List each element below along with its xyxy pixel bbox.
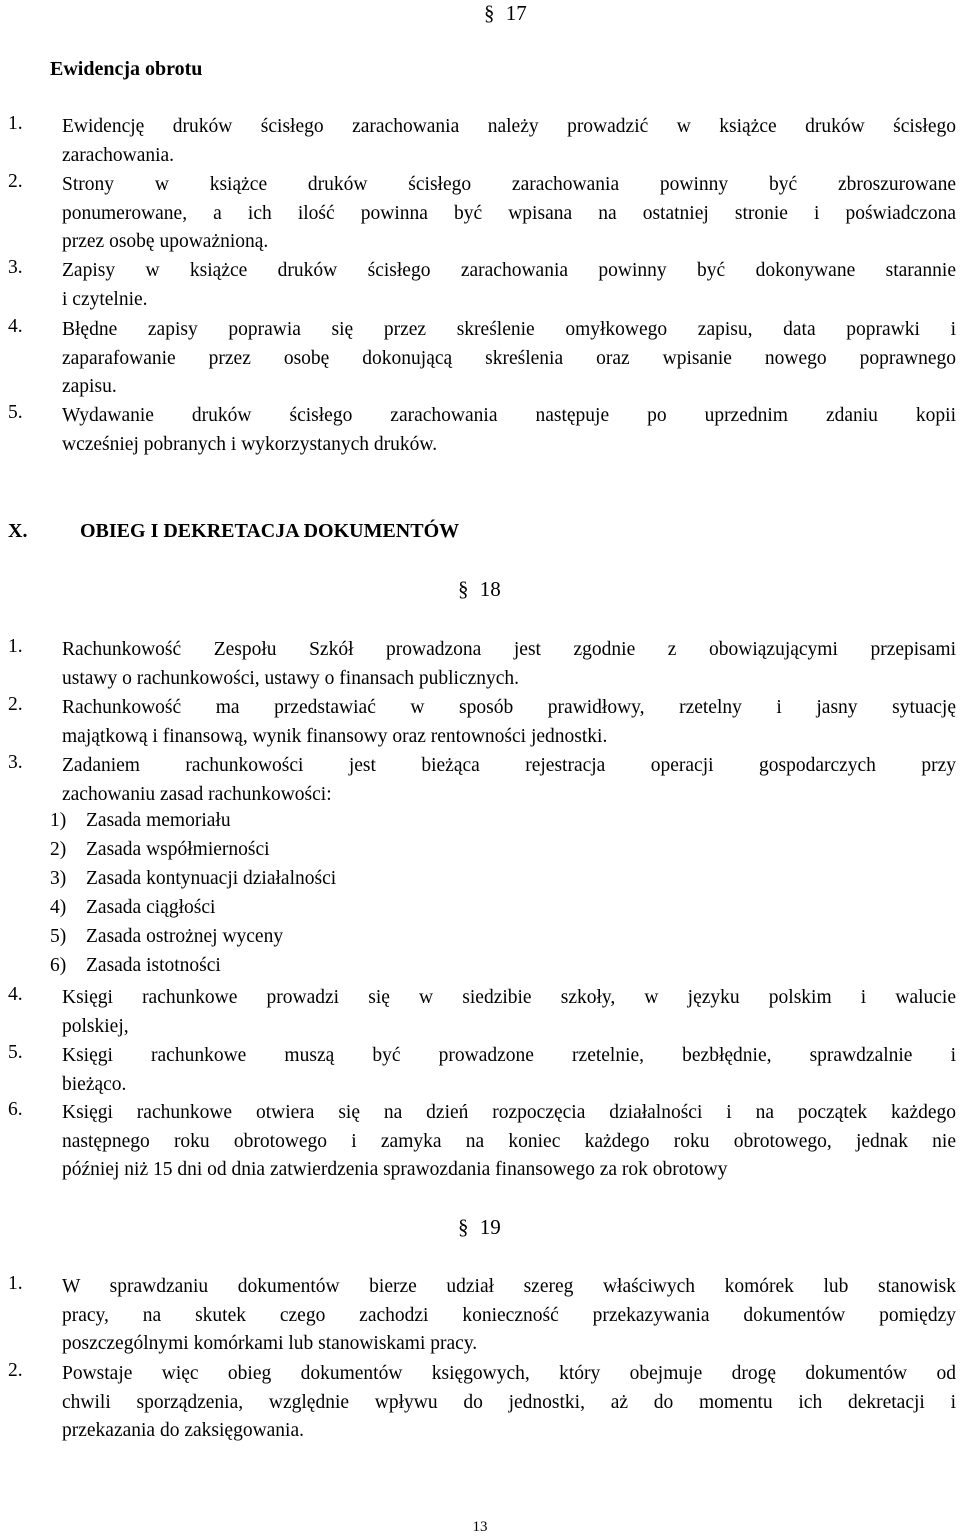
sub-item-text: Zasada istotności: [86, 955, 221, 976]
item-number: 1.: [8, 636, 23, 657]
item-number: 1.: [8, 113, 23, 134]
item-text: [62, 636, 956, 693]
item-number: 2.: [8, 694, 23, 715]
sub-item-number: 1): [50, 810, 67, 831]
section-18-mark: [458, 577, 501, 602]
item-text: [62, 257, 956, 314]
item-line: majątkową i finansową, wynik finansowy oraz rentowności jednostki.: [62, 725, 608, 747]
item-text: [62, 1273, 956, 1359]
item-number: 3.: [8, 752, 23, 773]
item-text: [62, 171, 956, 257]
section-17-mark: [484, 1, 527, 26]
page-number: 13: [472, 1519, 488, 1535]
section-19-mark: [458, 1215, 501, 1240]
item-text: [62, 113, 956, 170]
item-number: 5.: [8, 1042, 23, 1063]
item-number: 4.: [8, 316, 23, 337]
item-line: Rachunkowość Zespołu Szkół prowadzona jest zgodnie z obowiązującymi przepisami: [62, 639, 956, 660]
item-text: [62, 1099, 956, 1185]
item-line: Rachunkowość ma przedstawiać w sposób prawidłowy, rzetelny i jasny sytuację: [62, 697, 956, 718]
item-line: Księgi rachunkowe prowadzi się w siedzibie szkoły, w języku polskim i walucie: [62, 987, 956, 1008]
section-symbol: §: [484, 1, 495, 25]
item-line: zarachowania.: [62, 144, 175, 166]
sub-item-text: Zasada memoriału: [86, 810, 231, 831]
section-number: 17: [505, 1, 527, 25]
item-number: 3.: [8, 257, 23, 278]
item-line: zaparafowanie przez osobę dokonującą skreślenia oraz wpisanie nowego poprawnego: [62, 347, 956, 369]
item-number: 5.: [8, 402, 23, 423]
item-line: W sprawdzaniu dokumentów bierze udział szereg właściwych komórek lub stanowisk: [62, 1276, 956, 1297]
item-line: Strony w książce druków ścisłego zarachowania powinny być zbroszurowane: [62, 174, 956, 195]
sub-item-number: 6): [50, 955, 67, 976]
item-text: [62, 1042, 956, 1099]
chapter-title: OBIEG I DEKRETACJA DOKUMENTÓW: [80, 520, 460, 542]
item-line: później niż 15 dni od dnia zatwierdzenia sprawozdania finansowego za rok obrotowy: [62, 1159, 728, 1180]
sub-item-number: 3): [50, 868, 67, 889]
item-text: [62, 752, 956, 809]
sub-item-number: 4): [50, 897, 67, 918]
item-text: [62, 984, 956, 1041]
item-text: [62, 402, 956, 459]
item-number: 6.: [8, 1099, 23, 1120]
item-number: 2.: [8, 1360, 23, 1381]
item-line: polskiej,: [62, 1015, 129, 1037]
item-line: Ewidencję druków ścisłego zarachowania należy prowadzić w książce druków ścisłego: [62, 116, 956, 137]
item-line: wcześniej pobranych i wykorzystanych druków.: [62, 433, 438, 455]
section-number: 19: [479, 1215, 501, 1239]
section-symbol: §: [458, 1215, 469, 1239]
item-line: Błędne zapisy poprawia się przez skreślenie omyłkowego zapisu, data poprawki i: [62, 319, 956, 340]
item-line: Powstaje więc obieg dokumentów księgowych, który obejmuje drogę dokumentów od: [62, 1363, 956, 1384]
item-line: ponumerowane, a ich ilość powinna być wpisana na ostatniej stronie i poświadczona: [62, 202, 956, 224]
item-line: Zadaniem rachunkowości jest bieżąca rejestracja operacji gospodarczych przy: [62, 755, 956, 776]
item-line: przez osobę upoważnioną.: [62, 231, 269, 252]
item-number: 4.: [8, 984, 23, 1005]
sub-item-text: Zasada kontynuacji działalności: [86, 868, 337, 889]
item-line: Wydawanie druków ścisłego zarachowania następuje po uprzednim zdaniu kopii: [62, 405, 956, 426]
section-symbol: §: [458, 577, 469, 601]
item-line: następnego roku obrotowego i zamyka na koniec każdego roku obrotowego, jednak nie: [62, 1130, 956, 1152]
sub-item-text: Zasada ciągłości: [86, 897, 216, 918]
sub-item-text: Zasada ostrożnej wyceny: [86, 926, 284, 947]
item-number: 2.: [8, 171, 23, 192]
item-line: zachowaniu zasad rachunkowości:: [62, 783, 332, 805]
item-line: i czytelnie.: [62, 288, 148, 310]
item-line: Księgi rachunkowe muszą być prowadzone rzetelnie, bezbłędnie, sprawdzalnie i: [62, 1045, 956, 1066]
item-number: 1.: [8, 1273, 23, 1294]
item-line: poszczególnymi komórkami lub stanowiskami pracy.: [62, 1333, 478, 1354]
item-line: bieżąco.: [62, 1073, 127, 1095]
section-number: 18: [479, 577, 501, 601]
item-line: przekazania do zaksięgowania.: [62, 1420, 304, 1441]
sub-item-text: Zasada współmierności: [86, 839, 270, 860]
item-line: chwili sporządzenia, względnie wpływu do jednostki, aż do momentu ich dekretacji i: [62, 1391, 956, 1413]
sub-item-number: 2): [50, 839, 67, 860]
item-text: [62, 694, 956, 751]
item-line: Zapisy w książce druków ścisłego zarachowania powinny być dokonywane starannie: [62, 260, 956, 281]
item-text: [62, 316, 956, 402]
item-text: [62, 1360, 956, 1446]
heading-ewidencja-obrotu: Ewidencja obrotu: [50, 58, 203, 80]
item-line: zapisu.: [62, 376, 117, 397]
chapter-heading: [8, 520, 460, 543]
item-line: ustawy o rachunkowości, ustawy o finansach publicznych.: [62, 667, 520, 689]
chapter-roman: X.: [8, 520, 28, 542]
item-line: Księgi rachunkowe otwiera się na dzień rozpoczęcia działalności i na początek każdego: [62, 1102, 956, 1123]
sub-item-number: 5): [50, 926, 67, 947]
item-line: pracy, na skutek czego zachodzi konieczność przekazywania dokumentów pomiędzy: [62, 1304, 956, 1326]
